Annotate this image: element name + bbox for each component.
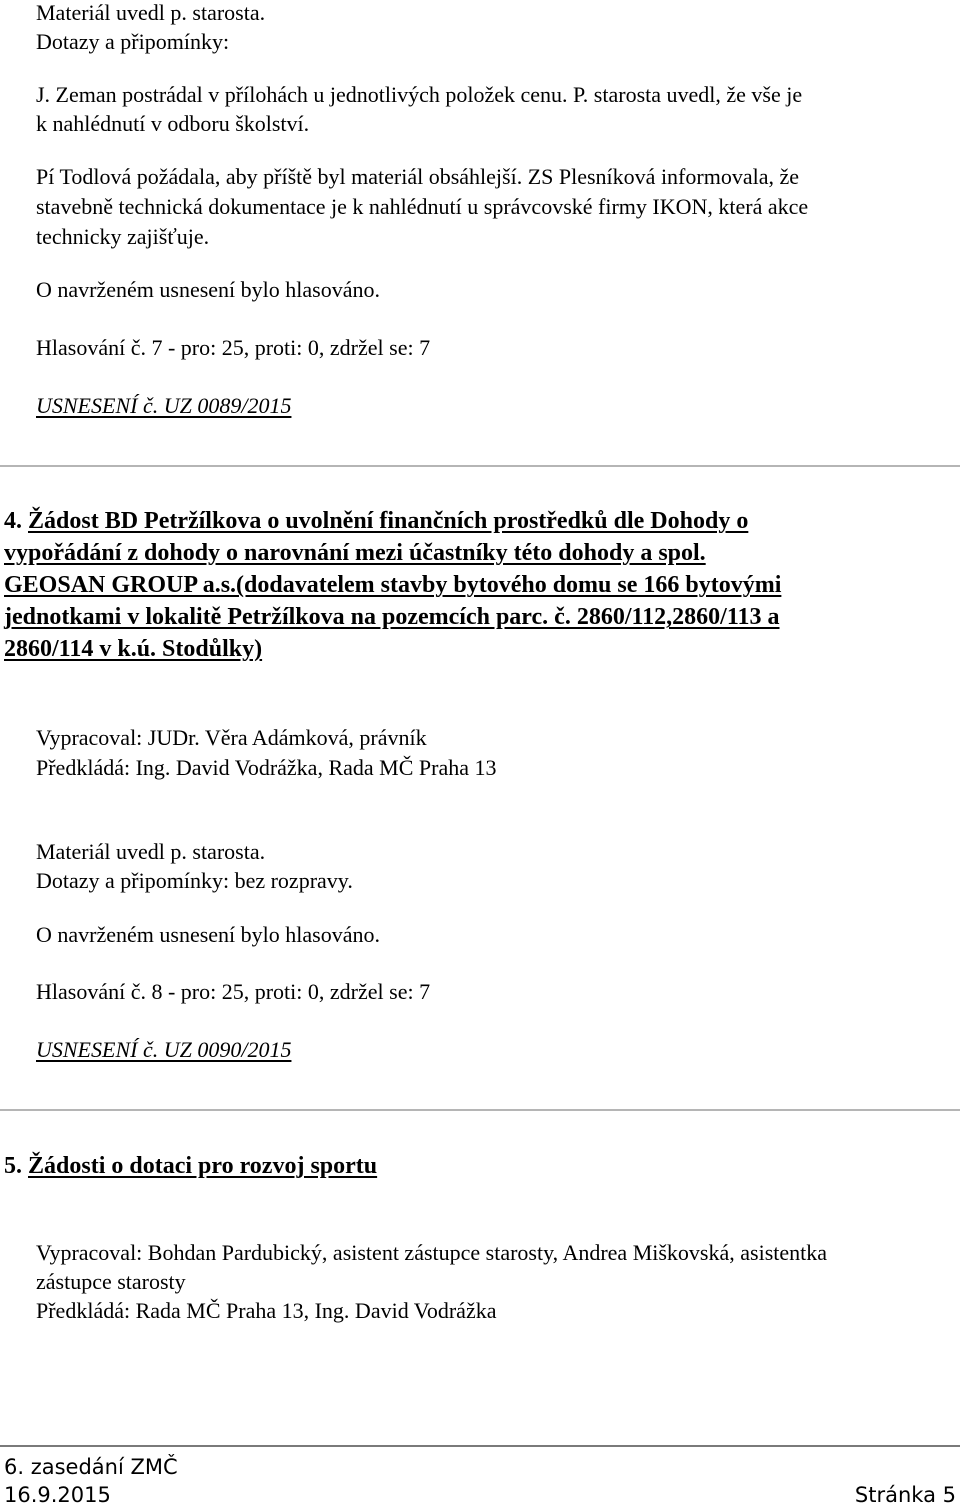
resolution-uz-0090: USNESENÍ č. UZ 0090/2015 xyxy=(36,1037,292,1062)
item4-submitted-by: Předkládá: Ing. David Vodrážka, Rada MČ Praha 13 xyxy=(36,755,497,780)
item5-heading xyxy=(4,1150,954,1182)
footer-page-number: Stránka 5 xyxy=(854,1483,956,1507)
todlova-comment-line1: Pí Todlová požádala, aby příště byl materiál obsáhlejší. ZS Plesníková informovala, že xyxy=(36,164,799,189)
item4-questions: Dotazy a připomínky: bez rozpravy. xyxy=(36,868,353,893)
questions-label: Dotazy a připomínky: xyxy=(36,29,230,54)
item4-vote-intro: O navrženém usnesení bylo hlasováno. xyxy=(36,922,380,947)
resolution-uz-0089: USNESENÍ č. UZ 0089/2015 xyxy=(36,393,292,418)
item4-title-line3: GEOSAN GROUP a.s.(dodavatelem stavby bytového domu se 166 bytovými xyxy=(4,572,782,598)
zeman-comment-line1: J. Zeman postrádal v přílohách u jednotlivých položek cenu. P. starosta uvedl, že vše je xyxy=(36,82,803,107)
item4-title-text1: Žádost BD Petržílkova o uvolnění finančních prostředků dle Dohody o xyxy=(28,508,749,534)
zeman-comment-line2: k nahlédnutí v odboru školství. xyxy=(36,111,310,136)
item4-number: 4. xyxy=(4,508,22,534)
vote-result-7: Hlasování č. 7 - pro: 25, proti: 0, zdržel se: 7 xyxy=(36,335,431,360)
section-divider xyxy=(0,465,960,467)
item5-title: Žádosti o dotaci pro rozvoj sportu xyxy=(28,1153,378,1179)
item4-title-line2: vypořádání z dohody o narovnání mezi účastníky této dohody a spol. xyxy=(4,540,706,566)
vote-result-8: Hlasování č. 8 - pro: 25, proti: 0, zdržel se: 7 xyxy=(36,979,431,1004)
section-divider xyxy=(0,1109,960,1111)
footer-date: 16.9.2015 xyxy=(4,1483,111,1507)
item4-material-presented: Materiál uvedl p. starosta. xyxy=(36,839,266,864)
todlova-comment-line3: technicky zajišťuje. xyxy=(36,224,210,249)
item4-heading xyxy=(4,505,954,665)
material-presented-text: Materiál uvedl p. starosta. xyxy=(36,0,266,25)
todlova-comment-line2: stavebně technická dokumentace je k nahlédnutí u správcovské firmy IKON, která akce xyxy=(36,194,809,219)
footer-session: 6. zasedání ZMČ xyxy=(4,1455,178,1479)
item5-number: 5. xyxy=(4,1153,22,1179)
item4-title-line1 xyxy=(4,505,954,537)
footer-divider xyxy=(0,1445,960,1447)
item5-prepared-by-line1: Vypracoval: Bohdan Pardubický, asistent zástupce starosty, Andrea Miškovská, asistentka xyxy=(36,1240,828,1265)
item4-title-line4: jednotkami v lokalitě Petržílkova na pozemcích parc. č. 2860/112,2860/113 a xyxy=(4,604,780,630)
item4-title-line5: 2860/114 v k.ú. Stodůlky) xyxy=(4,636,263,662)
item5-submitted-by: Předkládá: Rada MČ Praha 13, Ing. David Vodrážka xyxy=(36,1298,497,1323)
item5-prepared-by-line2: zástupce starosty xyxy=(36,1269,186,1294)
vote-intro-text: O navrženém usnesení bylo hlasováno. xyxy=(36,277,380,302)
item4-prepared-by: Vypracoval: JUDr. Věra Adámková, právník xyxy=(36,725,427,750)
footer-bottom-row xyxy=(4,1481,956,1509)
